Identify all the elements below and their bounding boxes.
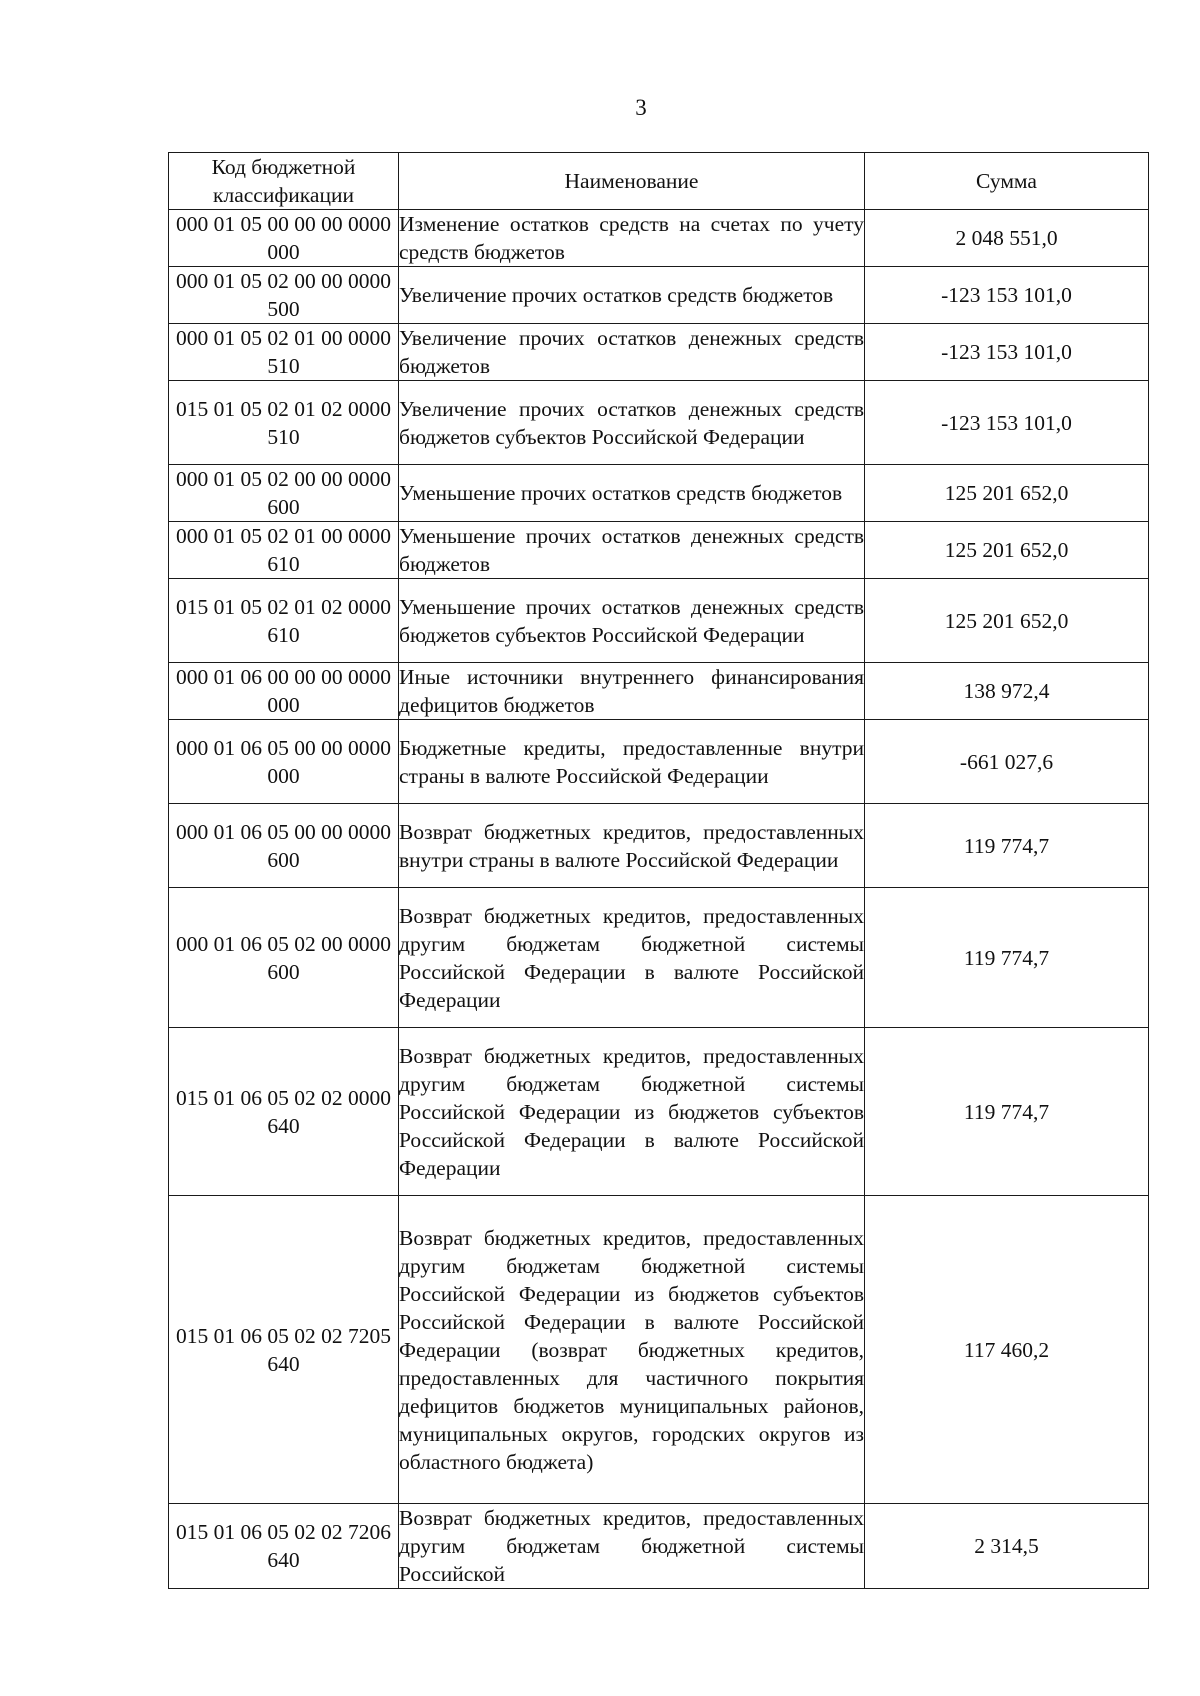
- row-name: Уменьшение прочих остатков средств бюджетов: [399, 465, 865, 522]
- row-code: 015 01 06 05 02 02 7205 640: [169, 1196, 399, 1504]
- row-code: 000 01 05 00 00 00 0000 000: [169, 210, 399, 267]
- row-name: Возврат бюджетных кредитов, предоставленных внутри страны в валюте Российской Федерации: [399, 804, 865, 888]
- table-row: [169, 465, 1149, 522]
- header-code: Код бюджетной классификации: [169, 153, 399, 210]
- row-code: 000 01 05 02 00 00 0000 500: [169, 267, 399, 324]
- row-sum: -661 027,6: [865, 720, 1149, 804]
- row-sum: -123 153 101,0: [865, 267, 1149, 324]
- row-sum: 119 774,7: [865, 1028, 1149, 1196]
- row-sum: 138 972,4: [865, 663, 1149, 720]
- table-row: [169, 1504, 1149, 1589]
- table-row: [169, 663, 1149, 720]
- row-sum: 119 774,7: [865, 888, 1149, 1028]
- row-name: Возврат бюджетных кредитов, предоставленных другим бюджетам бюджетной системы Российской Федерации в валюте Российской Федерации: [399, 888, 865, 1028]
- budget-sources-table: [168, 152, 1149, 1589]
- table-row: [169, 579, 1149, 663]
- row-sum: 125 201 652,0: [865, 522, 1149, 579]
- row-name: Иные источники внутреннего финансирования дефицитов бюджетов: [399, 663, 865, 720]
- row-sum: 2 314,5: [865, 1504, 1149, 1589]
- row-code: 000 01 06 05 00 00 0000 000: [169, 720, 399, 804]
- row-sum: 2 048 551,0: [865, 210, 1149, 267]
- row-name: Возврат бюджетных кредитов, предоставленных другим бюджетам бюджетной системы Российской Федерации из бюджетов субъектов Российской Федерации в валюте Российской Федерации: [399, 1028, 865, 1196]
- row-code: 000 01 05 02 01 00 0000 610: [169, 522, 399, 579]
- row-code: 000 01 06 05 02 00 0000 600: [169, 888, 399, 1028]
- table-row: [169, 1028, 1149, 1196]
- table-row: [169, 522, 1149, 579]
- row-code: 015 01 05 02 01 02 0000 610: [169, 579, 399, 663]
- row-sum: 125 201 652,0: [865, 579, 1149, 663]
- row-code: 000 01 06 00 00 00 0000 000: [169, 663, 399, 720]
- page-number: 3: [635, 95, 647, 120]
- row-code: 015 01 06 05 02 02 7206 640: [169, 1504, 399, 1589]
- row-name: Уменьшение прочих остатков денежных средств бюджетов: [399, 522, 865, 579]
- header-name: Наименование: [399, 153, 865, 210]
- table-row: [169, 804, 1149, 888]
- table-row: [169, 381, 1149, 465]
- row-sum: 119 774,7: [865, 804, 1149, 888]
- row-name: Возврат бюджетных кредитов, предоставленных другим бюджетам бюджетной системы Российской Федерации из бюджетов субъектов Российской Федерации в валюте Российской Федерации (возврат бюджетных кредитов, предоставленных для частичного покрытия дефицитов бюджетов муниципальных районов, муниципальных округов, городских округов из областного бюджета): [399, 1196, 865, 1504]
- table-row: [169, 720, 1149, 804]
- table-row: [169, 267, 1149, 324]
- row-name: Увеличение прочих остатков денежных средств бюджетов субъектов Российской Федерации: [399, 381, 865, 465]
- row-name: Уменьшение прочих остатков денежных средств бюджетов субъектов Российской Федерации: [399, 579, 865, 663]
- table-row: [169, 1196, 1149, 1504]
- row-code: 000 01 05 02 00 00 0000 600: [169, 465, 399, 522]
- row-code: 015 01 05 02 01 02 0000 510: [169, 381, 399, 465]
- row-name: Возврат бюджетных кредитов, предоставленных другим бюджетам бюджетной системы Российской: [399, 1504, 865, 1589]
- row-code: 000 01 06 05 00 00 0000 600: [169, 804, 399, 888]
- row-sum: 117 460,2: [865, 1196, 1149, 1504]
- row-sum: -123 153 101,0: [865, 381, 1149, 465]
- row-sum: -123 153 101,0: [865, 324, 1149, 381]
- row-name: Бюджетные кредиты, предоставленные внутри страны в валюте Российской Федерации: [399, 720, 865, 804]
- row-sum: 125 201 652,0: [865, 465, 1149, 522]
- row-name: Увеличение прочих остатков денежных средств бюджетов: [399, 324, 865, 381]
- table-header-row: [169, 153, 1149, 210]
- row-code: 015 01 06 05 02 02 0000 640: [169, 1028, 399, 1196]
- table-row: [169, 324, 1149, 381]
- table-row: [169, 210, 1149, 267]
- table-row: [169, 888, 1149, 1028]
- row-code: 000 01 05 02 01 00 0000 510: [169, 324, 399, 381]
- header-sum: Сумма: [865, 153, 1149, 210]
- row-name: Изменение остатков средств на счетах по учету средств бюджетов: [399, 210, 865, 267]
- row-name: Увеличение прочих остатков средств бюджетов: [399, 267, 865, 324]
